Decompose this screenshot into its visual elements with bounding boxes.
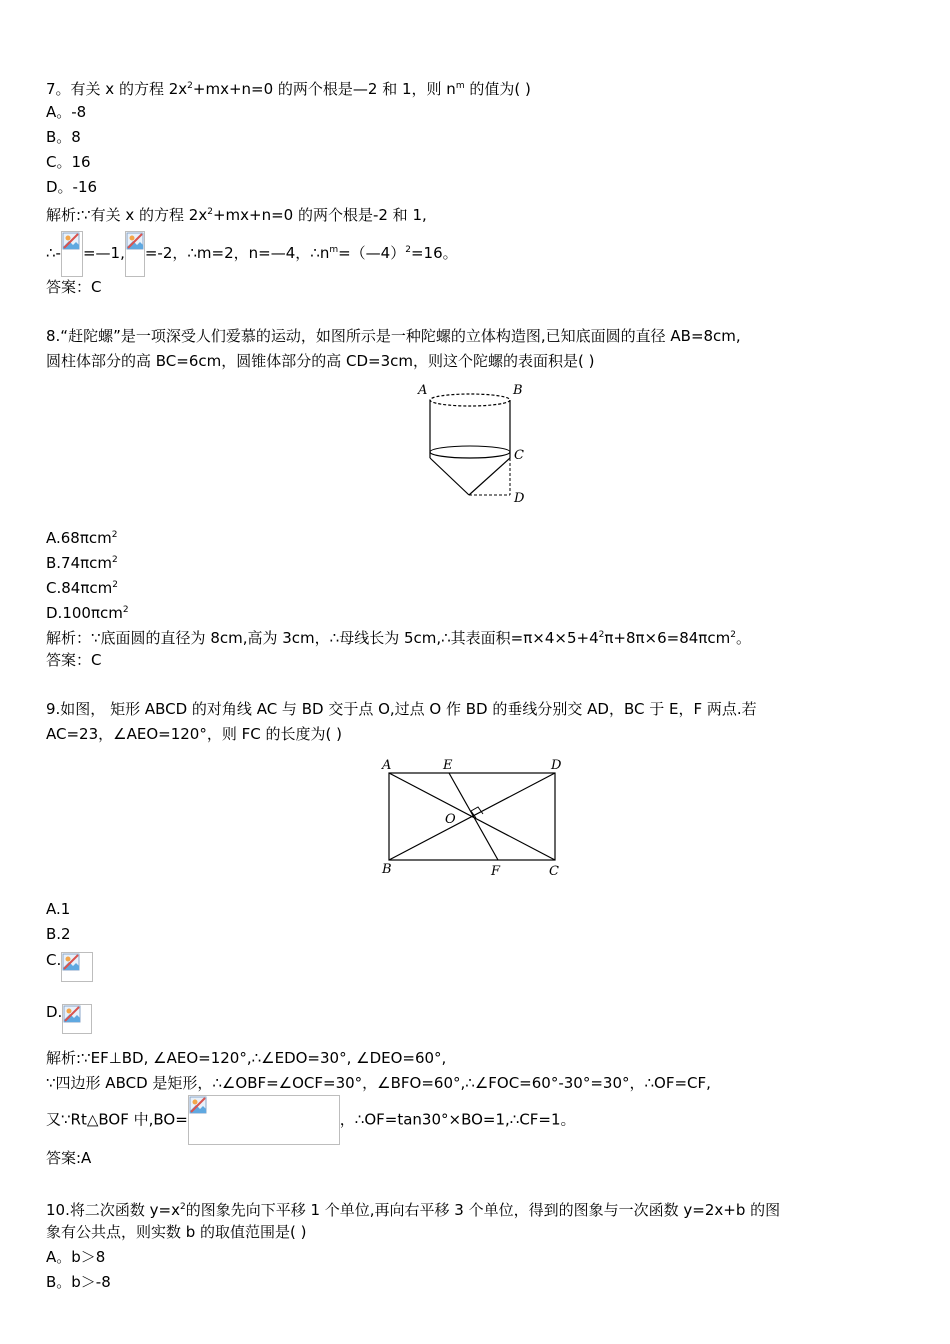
broken-image-icon <box>125 231 145 277</box>
q7-option-d: D。-16 <box>46 178 98 196</box>
q8-stem-line-2: 圆柱体部分的高 BC=6cm，圆锥体部分的高 CD=3cm，则这个陀螺的表面积是( ) <box>46 352 595 370</box>
q8-answer: 答案：C <box>46 651 102 669</box>
q9-option-a: A.1 <box>46 900 71 918</box>
label-b: B <box>513 383 523 398</box>
broken-image-icon <box>61 952 93 982</box>
q9-stem-line-1: 9.如图， 矩形 ABCD 的对角线 AC 与 BD 交于点 O,过点 O 作 BD 的垂线分别交 AD，BC 于 E，F 两点.若 <box>46 700 757 718</box>
q7-stem: 7。有关 x 的方程 $2x^2+mx+n=0$ 的两个根是—2 和 1，则 $n^m$ 的值为( ) <box>46 80 531 98</box>
q9-option-c: C. <box>46 950 93 982</box>
q8-solution: 解析：∵底面圆的直径为 8cm,高为 3cm，∴母线长为 5cm,∴其表面积$=\pi\times 4\times 5+4^2\pi+8\pi\times 6=84\pi cm^2$。 <box>46 629 751 647</box>
q9-option-d: D. <box>46 1002 92 1034</box>
cylinder-bottom-arc <box>430 452 510 458</box>
rectangle-figure <box>377 755 573 881</box>
q8-stem-line-1: 8.“赶陀螺”是一项深受人们爱慕的运动，如图所示是一种陀螺的立体构造图,已知底面圆的直径 AB=8cm, <box>46 327 741 345</box>
q9-solution-line-2: ∵四边形 ABCD 是矩形，∴∠OBF=∠OCF=30°，∠BFO=60°,∴∠FOC=60°-30°=30°，∴OF=CF, <box>46 1074 711 1092</box>
q8-option-d: D.100πcm$^2$ <box>46 604 129 622</box>
top-ellipse <box>430 394 510 406</box>
q8-option-a: A.68πcm$^2$ <box>46 529 118 547</box>
label-d: D <box>551 758 562 773</box>
label-c: C <box>514 448 524 463</box>
label-e: E <box>443 758 453 773</box>
label-c: C <box>549 864 559 879</box>
q9-answer: 答案:A <box>46 1149 92 1167</box>
segment-ef <box>449 773 498 860</box>
broken-image-icon <box>188 1095 340 1145</box>
label-o: O <box>445 812 456 827</box>
q8-option-c: C.84πcm$^2$ <box>46 579 118 597</box>
broken-image-icon <box>62 1004 92 1034</box>
q9-solution-line-3: 又∵Rt△BOF 中,BO= ，∴OF=tan30°×BO=1,∴CF=1。 <box>46 1095 576 1145</box>
q7-option-a: A。-8 <box>46 103 87 121</box>
q9-option-b: B.2 <box>46 925 71 943</box>
label-f: F <box>491 864 501 879</box>
broken-image-icon <box>61 231 83 277</box>
q7-answer: 答案：C <box>46 278 102 296</box>
q9-solution-line-1: 解析:∵EF⊥BD, ∠AEO=120°,∴∠EDO=30°, ∠DEO=60°, <box>46 1049 447 1067</box>
q10-stem-line-1: 10.将二次函数 $y=x^2$的图象先向下平移 1 个单位,再向右平移 3 个单位，得到的图象与一次函数 y=2x+b 的图 <box>46 1201 781 1219</box>
q7-option-c: C。16 <box>46 153 91 171</box>
label-a: A <box>382 758 392 773</box>
q8-option-b: B.74πcm$^2$ <box>46 554 118 572</box>
q9-stem-line-2: AC=23，∠AEO=120°，则 FC 的长度为( ) <box>46 725 342 743</box>
label-b: B <box>382 862 392 877</box>
spinning-top-figure <box>414 380 534 508</box>
q10-option-b: B。b＞-8 <box>46 1273 111 1291</box>
label-a: A <box>418 383 428 398</box>
cylinder-bottom-back-arc <box>430 446 510 452</box>
q7-solution-line-2: ∴- =—1, =-2，∴m=2，n=—4，$\therefore n^m=(—4)^2=16$。 <box>46 228 458 277</box>
q10-option-a: A。b＞8 <box>46 1248 106 1266</box>
q7-solution-line-1: 解析:∵有关 x 的方程 $2x^2+mx+n=0$ 的两个根是-2 和 1, <box>46 206 427 224</box>
q10-stem-line-2: 象有公共点，则实数 b 的取值范围是( ) <box>46 1223 307 1241</box>
cone-right-edge <box>469 458 510 495</box>
q7-option-b: B。8 <box>46 128 81 146</box>
label-d: D <box>514 491 525 506</box>
cone-left-edge <box>430 458 469 495</box>
